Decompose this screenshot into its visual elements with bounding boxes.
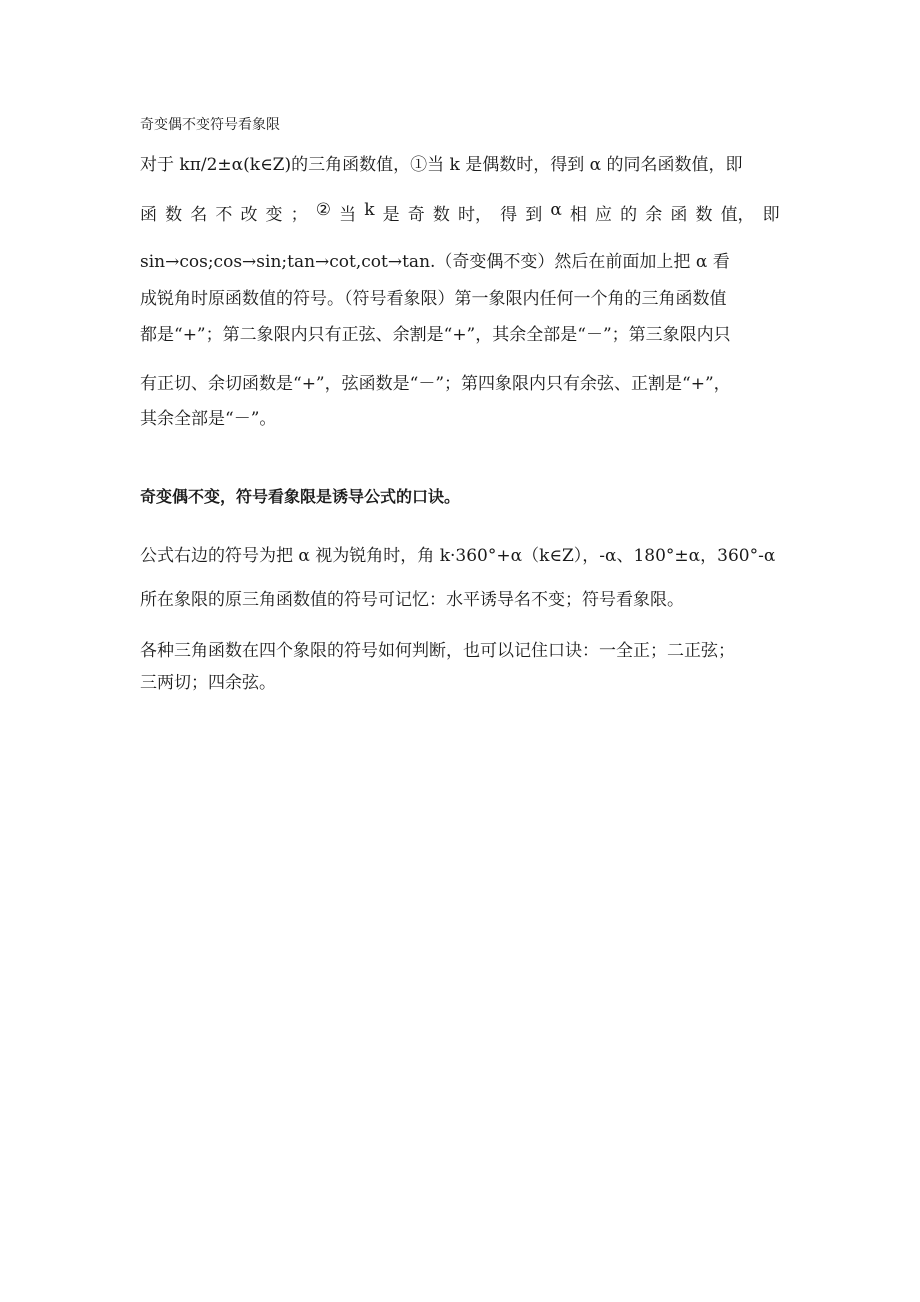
- p1-line-4: 成锐角时原函数值的符号。（符号看象限）第一象限内任何一个角的三角函数值: [140, 289, 727, 309]
- small-title: 奇变偶不变符号看象限: [140, 117, 280, 133]
- p1-line-2-char: 余: [645, 205, 663, 225]
- p1-line-2-char: 相: [569, 205, 587, 225]
- p1-line-2-char: 应: [595, 205, 613, 225]
- p1-line-2-char: 函: [670, 205, 688, 225]
- p1-line-1: 对于 kπ/2±α(k∈Z)的三角函数值，①当 k 是偶数时，得到 α 的同名函数值，即: [140, 155, 743, 175]
- p1-line-2-char: 改: [240, 205, 258, 225]
- p1-line-2-char: 即: [762, 205, 780, 225]
- p1-line-2-char: 到: [525, 205, 543, 225]
- p1-line-2-char: 不: [215, 205, 233, 225]
- p1-line-5: 都是“+”；第二象限内只有正弦、余割是“+”，其余全部是“－”；第三象限内只: [140, 325, 731, 345]
- section-heading: 奇变偶不变，符号看象限是诱导公式的口诀。: [140, 487, 461, 506]
- p1-line-3: sin→cos;cos→sin;tan→cot,cot→tan.（奇变偶不变）然后在前面加上把 α 看: [140, 252, 730, 272]
- p1-line-2-char: ②: [315, 200, 332, 220]
- p1-line-2-char: 得: [500, 205, 518, 225]
- p2-line-1: 公式右边的符号为把 α 视为锐角时，角 k·360°+α（k∈Z），-α、180°±α，360°-α: [140, 546, 776, 566]
- p1-line-2-char: 数: [165, 205, 183, 225]
- p1-line-2-char: ；: [290, 205, 308, 225]
- p1-line-2-char: 数: [432, 205, 450, 225]
- p1-line-2-char: 当: [339, 205, 357, 225]
- p1-line-2-char: 是: [382, 205, 400, 225]
- p1-line-2-char: α: [550, 200, 562, 220]
- p3-line-1: 各种三角函数在四个象限的符号如何判断，也可以记住口诀：一全正；二正弦；: [140, 641, 735, 661]
- p1-line-2-char: 的: [620, 205, 638, 225]
- p1-line-2-char: 时，: [457, 205, 492, 225]
- p1-line-2-char: 值，: [720, 205, 755, 225]
- p1-line-2-char: 函: [140, 205, 157, 225]
- p1-line-2-char: 名: [190, 205, 208, 225]
- p1-line-2: [140, 200, 780, 225]
- p2-line-2: 所在象限的原三角函数值的符号可记忆：水平诱导名不变；符号看象限。: [140, 590, 684, 610]
- p1-line-2-char: k: [364, 200, 375, 220]
- p1-line-6: 有正切、余切函数是“+”，弦函数是“－”；第四象限内只有余弦、正割是“+”，: [140, 374, 731, 394]
- p1-line-2-char: 奇: [407, 205, 425, 225]
- p1-line-2-char: 数: [695, 205, 713, 225]
- p1-line-2-char: 变: [265, 205, 283, 225]
- p3-line-2: 三两切；四余弦。: [140, 673, 276, 693]
- p1-line-7: 其余全部是“－”。: [140, 409, 277, 429]
